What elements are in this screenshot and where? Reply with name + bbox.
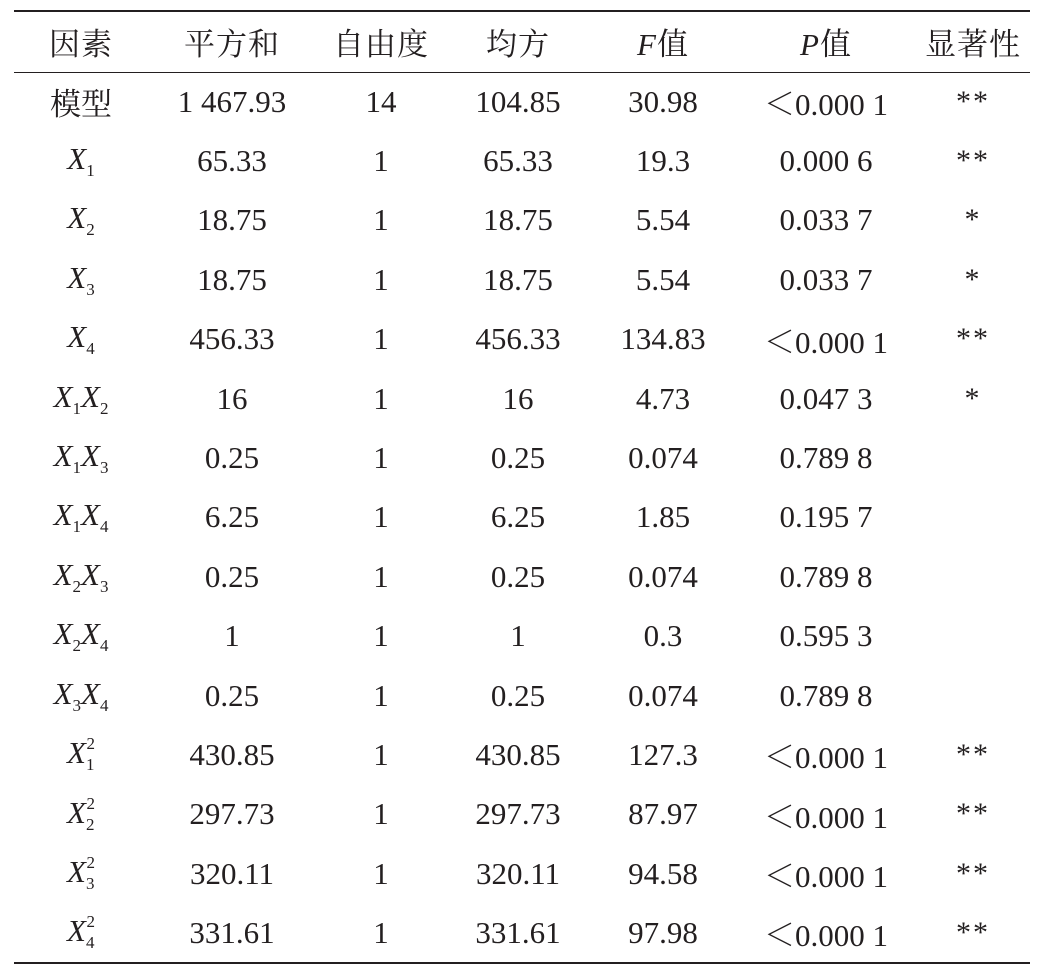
factor-subscript: 3	[86, 279, 95, 299]
factor-variable: X	[67, 200, 87, 236]
cell-f-value: 0.3	[643, 618, 683, 654]
factor-variable: X	[67, 794, 86, 830]
factor-variable: X	[81, 616, 100, 652]
table-row	[14, 607, 1030, 666]
table-row	[14, 666, 1030, 725]
cell-mean-square: 0.25	[490, 558, 546, 594]
cell-factor	[14, 369, 148, 428]
cell-p-value: 0.789 8	[779, 440, 873, 476]
factor-subscript: 2	[72, 636, 81, 656]
factor-variable: X	[53, 675, 73, 711]
table-row	[14, 131, 1030, 190]
factor-variable: X	[67, 141, 87, 177]
factor-variable: X	[81, 556, 100, 592]
cell-factor	[14, 191, 148, 250]
factor-variable: X	[53, 438, 73, 474]
cell-significance	[916, 428, 1030, 487]
table-row	[14, 250, 1030, 309]
factor-subscript: 2	[99, 398, 109, 418]
table-row	[14, 72, 1030, 131]
cell-sum-of-squares: 331.61	[148, 903, 316, 962]
cell-significance: **	[956, 737, 990, 771]
cell-mean-square: 430.85	[475, 736, 561, 772]
cell-p-value: ＜0.000 1	[764, 324, 888, 360]
table-row	[14, 428, 1030, 487]
cell-f-value: 4.73	[635, 380, 691, 416]
cell-mean-square: 6.25	[490, 499, 546, 535]
cell-sum-of-squares: 65.33	[197, 143, 267, 179]
cell-f-value: 0.074	[628, 440, 698, 476]
cell-degrees-of-freedom: 1	[316, 903, 446, 962]
cell-sum-of-squares: 297.73	[189, 796, 275, 832]
cell-degrees-of-freedom: 1	[373, 440, 389, 476]
header-sum-of-squares: 平方和	[148, 11, 316, 72]
cell-sum-of-squares: 320.11	[189, 855, 275, 891]
cell-degrees-of-freedom: 1	[373, 499, 389, 535]
factor-variable: X	[67, 735, 86, 771]
cell-degrees-of-freedom: 1	[373, 736, 389, 772]
cell-p-value: ＜0.000 1	[764, 87, 888, 123]
table-row	[14, 725, 1030, 784]
cell-degrees-of-freedom: 1	[373, 558, 389, 594]
cell-f-value: 30.98	[628, 83, 698, 119]
cell-sum-of-squares: 0.25	[204, 558, 260, 594]
table-header	[14, 11, 1030, 72]
factor-subscript: 1	[86, 161, 95, 181]
factor-subscript: 4	[85, 933, 95, 953]
header-significance: 显著性	[916, 11, 1030, 72]
cell-p-value: 0.033 7	[779, 261, 873, 297]
cell-degrees-of-freedom: 1	[373, 677, 389, 713]
factor-superscript: 2	[86, 793, 95, 813]
factor-subscript: 3	[99, 458, 109, 478]
factor-subscript: 4	[99, 636, 109, 656]
cell-factor	[14, 725, 148, 784]
cell-degrees-of-freedom: 1	[373, 855, 389, 891]
cell-f-value: 5.54	[635, 202, 691, 238]
cell-p-value: 0.195 7	[779, 499, 873, 535]
header-f-letter: F	[637, 27, 657, 63]
cell-f-value: 97.98	[590, 903, 736, 962]
cell-degrees-of-freedom: 1	[373, 321, 389, 357]
cell-significance	[916, 488, 1030, 547]
cell-f-value: 5.54	[635, 261, 691, 297]
factor-subscript: 4	[99, 517, 109, 537]
cell-p-value: ＜0.000 1	[764, 859, 888, 895]
factor-superscript: 2	[86, 734, 95, 754]
factor-subscript: 1	[72, 517, 81, 537]
cell-f-value: 127.3	[628, 736, 698, 772]
cell-factor	[14, 72, 148, 131]
cell-p-value: 0.033 7	[779, 202, 873, 238]
factor-subscript: 1	[85, 755, 95, 775]
cell-mean-square: 331.61	[446, 903, 590, 962]
cell-significance: **	[916, 903, 1030, 962]
cell-factor	[14, 428, 148, 487]
factor-subscript: 2	[86, 220, 95, 240]
cell-factor	[14, 310, 148, 369]
cell-significance: *	[964, 203, 982, 237]
cell-factor	[14, 607, 148, 666]
cell-f-value: 0.074	[628, 677, 698, 713]
factor-subscript: 4	[86, 339, 95, 359]
factor-subscript: 3	[72, 695, 81, 715]
table-row	[14, 488, 1030, 547]
cell-p-value: 0.047 3	[779, 380, 873, 416]
factor-variable: X	[53, 497, 73, 533]
cell-factor	[14, 844, 148, 903]
cell-significance: **	[956, 84, 990, 118]
factor-variable: X	[53, 616, 73, 652]
factor-variable: X	[53, 556, 73, 592]
cell-sum-of-squares: 1 467.93	[177, 83, 287, 119]
cell-mean-square: 0.25	[490, 440, 546, 476]
cell-mean-square: 297.73	[475, 796, 561, 832]
factor-variable: X	[67, 319, 87, 355]
cell-significance	[916, 547, 1030, 606]
header-mean-square: 均方	[446, 11, 590, 72]
cell-p-value: ＜0.000 1	[736, 903, 916, 962]
cell-sum-of-squares: 430.85	[189, 736, 275, 772]
cell-sum-of-squares: 0.25	[204, 677, 260, 713]
cell-significance: *	[964, 262, 982, 296]
cell-p-value: ＜0.000 1	[764, 740, 888, 776]
factor-subscript: 3	[85, 874, 95, 894]
header-degrees-of-freedom: 自由度	[316, 11, 446, 72]
cell-mean-square: 1	[510, 618, 526, 654]
header-p-value	[736, 11, 916, 72]
factor-variable: X	[53, 378, 73, 414]
cell-p-value: ＜0.000 1	[764, 799, 888, 835]
anova-table	[14, 10, 1030, 964]
cell-sum-of-squares: 18.75	[197, 202, 267, 238]
cell-factor	[14, 250, 148, 309]
table-row	[14, 903, 1030, 962]
cell-factor	[14, 131, 148, 190]
cell-f-value: 94.58	[628, 855, 698, 891]
cell-degrees-of-freedom: 1	[373, 618, 389, 654]
factor-subscript: 3	[99, 576, 109, 596]
cell-f-value: 87.97	[628, 796, 698, 832]
header-f-suffix: 值	[656, 27, 689, 63]
factor-variable: X	[67, 913, 86, 949]
cell-mean-square: 65.33	[483, 143, 553, 179]
header-p-suffix: 值	[819, 27, 852, 63]
factor-subscript: 4	[99, 695, 109, 715]
cell-sum-of-squares: 1	[224, 618, 240, 654]
cell-significance: *	[964, 381, 982, 415]
cell-factor	[14, 488, 148, 547]
factor-variable: X	[81, 378, 100, 414]
cell-sum-of-squares: 456.33	[189, 321, 275, 357]
cell-mean-square: 18.75	[483, 202, 553, 238]
cell-f-value: 19.3	[635, 143, 691, 179]
cell-f-value: 1.85	[635, 499, 691, 535]
header-factor: 因素	[14, 11, 148, 72]
factor-superscript: 2	[86, 853, 95, 873]
table-row	[14, 844, 1030, 903]
cell-p-value: 0.000 6	[779, 143, 873, 179]
factor-variable: X	[67, 259, 87, 295]
cell-degrees-of-freedom: 1	[373, 796, 389, 832]
cell-mean-square: 16	[502, 380, 534, 416]
cell-sum-of-squares: 16	[216, 380, 248, 416]
cell-mean-square: 456.33	[475, 321, 561, 357]
cell-sum-of-squares: 0.25	[204, 440, 260, 476]
table-row	[14, 191, 1030, 250]
header-f-value	[590, 11, 736, 72]
cell-f-value: 0.074	[628, 558, 698, 594]
cell-mean-square: 320.11	[475, 855, 561, 891]
cell-significance	[916, 607, 1030, 666]
anova-table-container	[14, 10, 1030, 964]
factor-variable: X	[67, 854, 86, 890]
cell-factor	[14, 785, 148, 844]
cell-f-value: 134.83	[620, 321, 706, 357]
factor-variable: X	[81, 438, 100, 474]
table-row	[14, 369, 1030, 428]
cell-significance: **	[956, 856, 990, 890]
factor-subscript: 2	[72, 576, 81, 596]
cell-significance	[916, 666, 1030, 725]
factor-superscript: 2	[86, 912, 95, 932]
cell-significance: **	[956, 144, 990, 178]
factor-variable: X	[81, 675, 100, 711]
cell-mean-square: 0.25	[490, 677, 546, 713]
cell-degrees-of-freedom: 1	[373, 143, 389, 179]
table-row	[14, 310, 1030, 369]
table-body	[14, 72, 1030, 963]
cell-factor	[14, 903, 148, 962]
factor-label: 模型	[50, 87, 112, 123]
cell-significance: **	[956, 322, 990, 356]
header-p-letter: P	[800, 27, 820, 63]
cell-p-value: 0.595 3	[779, 618, 873, 654]
cell-sum-of-squares: 18.75	[197, 261, 267, 297]
cell-factor	[14, 666, 148, 725]
cell-degrees-of-freedom: 1	[373, 202, 389, 238]
cell-significance: **	[956, 797, 990, 831]
cell-degrees-of-freedom: 14	[365, 83, 397, 119]
cell-mean-square: 18.75	[483, 261, 553, 297]
cell-p-value: 0.789 8	[779, 558, 873, 594]
header-row	[14, 11, 1030, 72]
factor-variable: X	[81, 497, 100, 533]
factor-subscript: 1	[72, 398, 81, 418]
factor-subscript: 2	[85, 814, 95, 834]
cell-degrees-of-freedom: 1	[373, 261, 389, 297]
cell-mean-square: 104.85	[475, 83, 561, 119]
factor-subscript: 1	[72, 458, 81, 478]
cell-degrees-of-freedom: 1	[373, 380, 389, 416]
cell-sum-of-squares: 6.25	[204, 499, 260, 535]
table-row	[14, 785, 1030, 844]
cell-factor	[14, 547, 148, 606]
cell-p-value: 0.789 8	[779, 677, 873, 713]
table-row	[14, 547, 1030, 606]
